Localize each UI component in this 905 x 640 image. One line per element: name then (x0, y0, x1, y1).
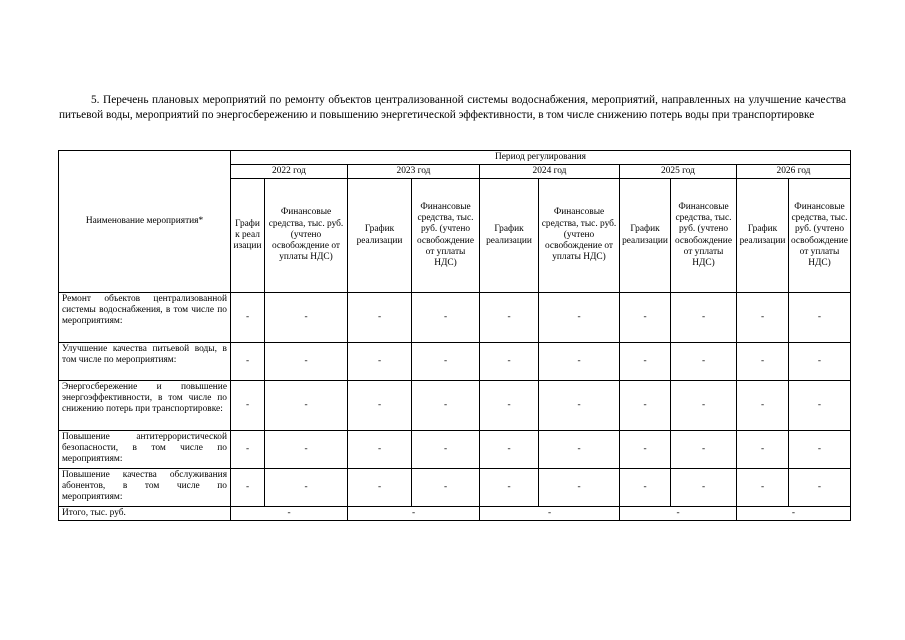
year-header-2026: 2026 год (737, 165, 851, 179)
table-cell: - (412, 431, 480, 469)
table-row (59, 343, 851, 381)
table-cell: - (480, 431, 539, 469)
table-cell: - (265, 431, 348, 469)
schedule-header: График реализации (480, 179, 539, 293)
table-cell: - (737, 343, 789, 381)
table-cell: - (231, 469, 265, 507)
table-cell: - (480, 469, 539, 507)
table-cell: - (539, 343, 620, 381)
table-cell: - (539, 293, 620, 343)
table-cell: - (671, 469, 737, 507)
table-cell: - (789, 293, 851, 343)
funds-header: Финансовые средства, тыс. руб. (учтено освобождение от уплаты НДС) (789, 179, 851, 293)
table-cell: - (789, 431, 851, 469)
table-cell: - (539, 469, 620, 507)
table-cell: - (348, 469, 412, 507)
funds-header: Финансовые средства, тыс. руб. (учтено освобождение от уплаты НДС) (265, 179, 348, 293)
table-cell: - (265, 381, 348, 431)
table-cell: - (348, 381, 412, 431)
period-header: Период регулирования (231, 151, 851, 165)
table-cell: - (412, 381, 480, 431)
funds-header: Финансовые средства, тыс. руб. (учтено освобождение от уплаты НДС) (412, 179, 480, 293)
activities-table (58, 150, 851, 521)
total-label: Итого, тыс. руб. (59, 507, 231, 521)
table-cell: - (539, 431, 620, 469)
header-row-period (59, 151, 851, 165)
table-cell: - (671, 343, 737, 381)
total-cell: - (737, 507, 851, 521)
table-cell: - (265, 293, 348, 343)
row-name: Улучшение качества питьевой воды, в том числе по мероприятиям: (59, 343, 231, 381)
table-cell: - (789, 381, 851, 431)
total-cell: - (620, 507, 737, 521)
table-cell: - (265, 343, 348, 381)
table-row (59, 293, 851, 343)
table-row (59, 381, 851, 431)
table-row (59, 469, 851, 507)
table-cell: - (671, 381, 737, 431)
table-cell: - (737, 469, 789, 507)
row-name: Энергосбережение и повышение энергоэффективности, в том числе по снижению потерь при транспортировке: (59, 381, 231, 431)
schedule-header: График реализации (620, 179, 671, 293)
table-cell: - (412, 293, 480, 343)
schedule-header: График реализации (348, 179, 412, 293)
table-cell: - (539, 381, 620, 431)
schedule-header: График реализации (231, 179, 265, 293)
year-header-2022: 2022 год (231, 165, 348, 179)
table-cell: - (737, 293, 789, 343)
total-cell: - (231, 507, 348, 521)
table-cell: - (620, 469, 671, 507)
total-cell: - (348, 507, 480, 521)
table-cell: - (620, 431, 671, 469)
table-row (59, 431, 851, 469)
table-cell: - (671, 431, 737, 469)
table-cell: - (231, 293, 265, 343)
table-cell: - (620, 381, 671, 431)
table-cell: - (789, 469, 851, 507)
table-cell: - (737, 431, 789, 469)
table-cell: - (412, 469, 480, 507)
row-name: Ремонт объектов централизованной системы водоснабжения, в том числе по мероприятиям: (59, 293, 231, 343)
table-cell: - (265, 469, 348, 507)
table-cell: - (348, 293, 412, 343)
table-cell: - (348, 431, 412, 469)
table-cell: - (620, 293, 671, 343)
row-name: Повышение качества обслуживания абонентов, в том числе по мероприятиям: (59, 469, 231, 507)
table-cell: - (412, 343, 480, 381)
table-cell: - (480, 293, 539, 343)
year-header-2023: 2023 год (348, 165, 480, 179)
row-name: Повышение антитеррористической безопасности, в том числе по мероприятиям: (59, 431, 231, 469)
table-cell: - (789, 343, 851, 381)
section-heading: 5. Перечень плановых мероприятий по ремонту объектов централизованной системы водоснабжения, мероприятий, направленных на улучшение качества питьевой воды, мероприятий по энергосбережению и повышению энергетической эффективности, в том числе снижению потерь воды при транспортировке (59, 94, 846, 121)
table-cell: - (480, 381, 539, 431)
total-cell: - (480, 507, 620, 521)
column-header-name: Наименование мероприятия* (59, 151, 231, 293)
schedule-header: График реализации (737, 179, 789, 293)
table-cell: - (231, 431, 265, 469)
table-cell: - (671, 293, 737, 343)
funds-header: Финансовые средства, тыс. руб. (учтено освобождение от уплаты НДС) (671, 179, 737, 293)
table-cell: - (348, 343, 412, 381)
funds-header: Финансовые средства, тыс. руб. (учтено освобождение от уплаты НДС) (539, 179, 620, 293)
table-cell: - (231, 343, 265, 381)
table-cell: - (737, 381, 789, 431)
table-cell: - (480, 343, 539, 381)
year-header-2025: 2025 год (620, 165, 737, 179)
table-cell: - (231, 381, 265, 431)
table-cell: - (620, 343, 671, 381)
activities-table-container (58, 150, 851, 521)
year-header-2024: 2024 год (480, 165, 620, 179)
total-row (59, 507, 851, 521)
